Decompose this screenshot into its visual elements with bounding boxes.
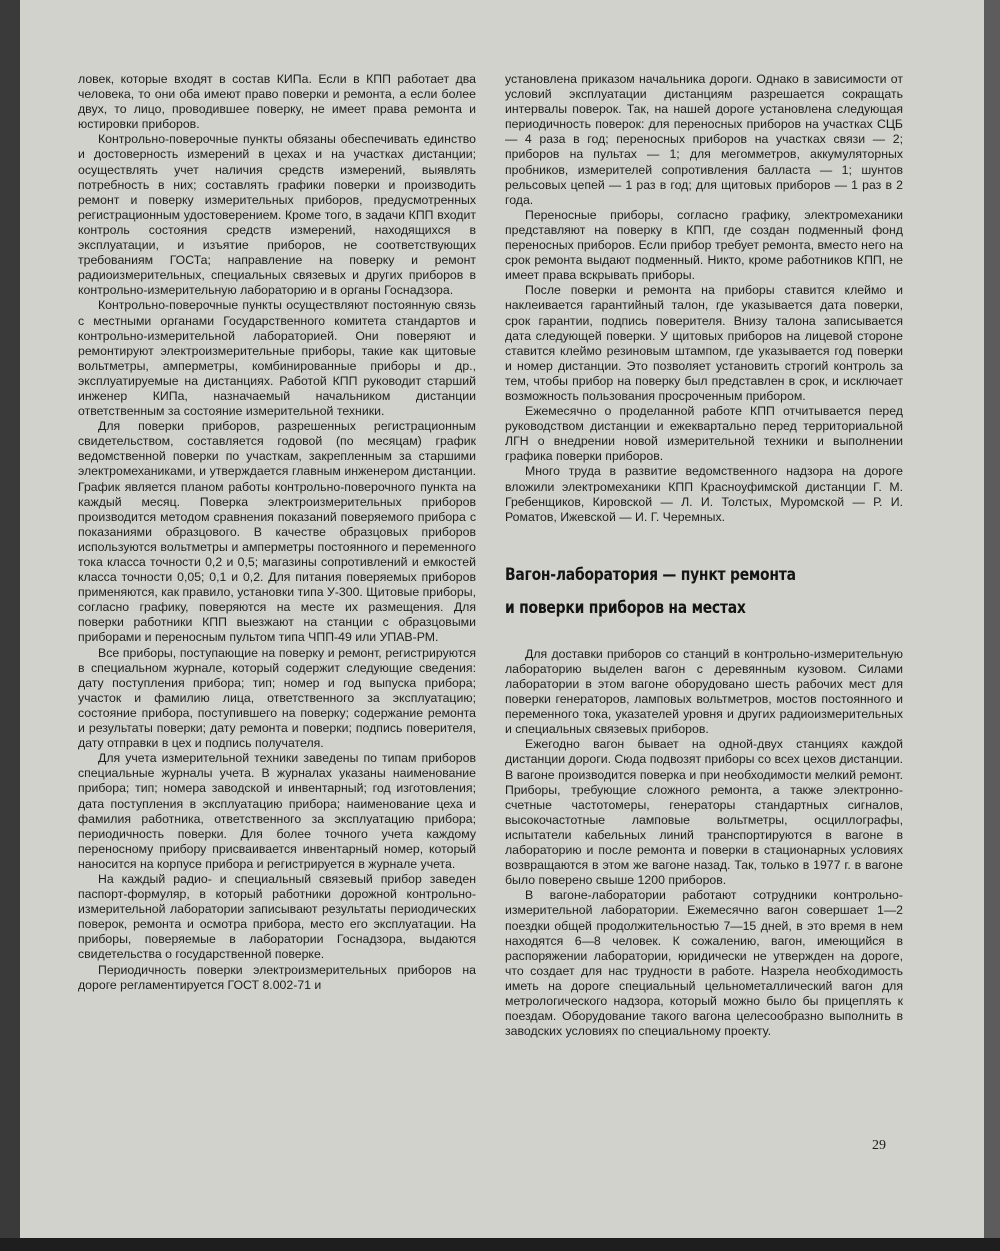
paragraph: Для доставки приборов со станций в контрольно-измерительную лабораторию выделен вагон с деревянным кузовом. Силами лаборатории в этом вагоне оборудовано шесть рабочих мест для поверки генераторов, ламповых вольтметров, мостов постоянного и переменного тока, указателей уровня и других радиоизмерительных и специальных связевых приборов. (505, 646, 903, 737)
paragraph: После поверки и ремонта на приборы ставится клеймо и наклеивается гарантийный талон, где указывается дата поверки, срок гарантии, подпись поверителя. Внизу талона записывается дата следующей поверки. У щитовых приборов на лицевой стороне ставится клеймо резиновым штампом, где указывается год поверки и номер дистанции. Это позволяет установить строгий контроль за тем, чтобы прибор на поверку был представлен в срок, и исключает возможность пользования просроченным прибором. (505, 283, 903, 403)
paragraph: Все приборы, поступающие на поверку и ремонт, регистрируются в специальном журнале, который содержит следующие сведения: дату поступления прибора; тип; номер и год выпуска прибора; участок и фамилию лица, ответственного за эксплуатацию; состояние прибора, поступившего на поверку; содержание ремонта и результаты поверки; дату ремонта и поверки; подпись поверителя, дату отправки в цех и подпись получателя. (78, 645, 476, 751)
scan-edge-bottom (0, 1238, 1000, 1251)
paragraph: Ежегодно вагон бывает на одной-двух станциях каждой дистанции дороги. Сюда подвозят приборы со всех цехов дистанции. В вагоне производится поверка и при необходимости мелкий ремонт. Приборы, требующие сложного ремонта, а также электронно-счетные частотомеры, генераторы стандартных сигналов, высокочастотные ламповые вольтметры, осциллографы, испытатели кабельных линий транспортируются в вагоне в лабораторию и после ремонта и поверки в стационарных условиях возвращаются в этом же вагоне назад. Так, только в 1977 г. в вагоне было поверено свыше 1200 приборов. (505, 737, 903, 888)
scan-edge-right (984, 0, 1000, 1251)
left-column (78, 72, 476, 993)
paragraph: Контрольно-поверочные пункты осуществляют постоянную связь с местными органами Государственного комитета стандартов и контрольно-измерительной лабораторией. Они поверяют и ремонтируют электроизмерительные приборы, такие как щитовые вольтметры, амперметры, комбинированные приборы и др., эксплуатируемые на дистанциях. Работой КПП руководит старший инженер КИПа, назначаемый начальником дистанции ответственным за состояние измерительной техники. (78, 298, 476, 419)
page-number: 29 (872, 1138, 886, 1153)
section-heading-line: и поверки приборов на местах (505, 597, 746, 618)
paragraph: На каждый радио- и специальный связевый прибор заведен паспорт-формуляр, в который работники дорожной контрольно-измерительной лаборатории записывают результаты периодических поверок, ремонта и осмотра прибора, место его эксплуатации. На приборы, поверяемые в лаборатории Госнадзора, выдаются свидетельства о государственной поверке. (78, 871, 476, 962)
paragraph: Для учета измерительной техники заведены по типам приборов специальные журналы учета. В журналах указаны наименование прибора; тип; номера заводской и инвентарный; год изготовления; дата поступления в эксплуатацию прибора; наименование цеха и фамилия работника, ответственного за эксплуатацию прибора; периодичность поверки. Для более точного учета каждому переносному прибору присваивается инвентарный номер, который наносится на корпусе прибора и регистрируется в журнале учета. (78, 751, 476, 871)
paragraph: Периодичность поверки электроизмерительных приборов на дороге регламентируется ГОСТ 8.002-71 и (78, 962, 476, 992)
paragraph: Переносные приборы, согласно графику, электромеханики представляют на поверку в КПП, где создан подменный фонд переносных приборов. Если прибор требует ремонта, вместо него на срок ремонта выдают подменный. Никто, кроме работников КПП, не имеет права вскрывать приборы. (505, 207, 903, 283)
paragraph: В вагоне-лаборатории работают сотрудники контрольно-измерительной лаборатории. Ежемесячно вагон совершает 1—2 поездки общей продолжительностью 7—15 дней, в это время в нем находятся 6—8 человек. К сожалению, вагон, имеющийся в распоряжении лаборатории, юридически не утвержден на дороге, что создает для нас трудности в работе. Назрела необходимость иметь на дороге специальный цельнометаллический вагон для метрологического надзора, который можно было бы прицеплять к поездам. Оборудование такого вагона целесообразно выполнить в заводских условиях по специальному проекту. (505, 888, 903, 1039)
paragraph: Ежемесячно о проделанной работе КПП отчитывается перед руководством дистанции и ежеквартально перед территориальной ЛГН о внедрении новой измерительной техники и выполнении графика поверки приборов. (505, 404, 903, 464)
journal-page (20, 0, 984, 1238)
paragraph: установлена приказом начальника дороги. Однако в зависимости от условий эксплуатации дистанциям разрешается сокращать интервалы поверок. Так, на нашей дороге установлена следующая периодичность поверок: для переносных приборов на участках СЦБ — 4 раза в год; переносных приборов на участках связи — 2; приборов на пультах — 1; для мегомметров, аккумуляторных пробников, измерителей сопротивления балласта — 1; шунтов рельсовых цепей — 1 раз в год; для щитовых приборов — 1 раз в 2 года. (505, 72, 903, 207)
section-heading-line: Вагон-лаборатория — пункт ремонта (505, 564, 796, 585)
right-column (505, 72, 903, 1039)
paragraph: ловек, которые входят в состав КИПа. Если в КПП работает два человека, то они оба имеют право поверки и ремонта, а если более двух, то лицо, проводившее поверку, не имеет права ремонта и юстировки приборов. (78, 72, 476, 132)
paragraph: Для поверки приборов, разрешенных регистрационным свидетельством, составляется годовой (по месяцам) график ведомственной поверки по участкам, закрепленным за старшими электромеханиками, и утверждается главным инженером дистанции. График является планом работы контрольно-поверочного пункта на каждый месяц. Поверка электроизмерительных приборов производится методом сравнения показаний поверяемого прибора с показаниями образцового. В качестве образцовых приборов используются вольтметры и амперметры постоянного и переменного тока класса точности 0,2 и 0,5; магазины сопротивлений и емкостей класса точности 0,05; 0,1 и 0,2. Для питания поверяемых приборов применяются, как правило, установки типа У-300. Щитовые приборы, согласно графику, поверяются на месте их размещения. Для поверки работники КПП выезжают на станции с образцовыми приборами и переносным пультом типа ЧПП-49 или УПАВ-РМ. (78, 419, 476, 645)
paragraph: Контрольно-поверочные пункты обязаны обеспечивать единство и достоверность измерений в цехах и на участках дистанции; осуществлять учет наличия средств измерений, выявлять потребность в них; составлять графики поверки и производить ремонт и поверку измерительных приборов, предусмотренных регистрационным удостоверением. Кроме того, в задачи КПП входит контроль состояния средств измерений, находящихся в эксплуатации, и изъятие приборов, не соответствующих требованиям ГОСТа; направление на поверку и ремонт радиоизмерительных, специальных связевых и других приборов в контрольно-измерительную лабораторию и в органы Госнадзора. (78, 132, 476, 298)
section-heading (505, 559, 831, 625)
paragraph: Много труда в развитие ведомственного надзора на дороге вложили электромеханики КПП Красноуфимской дистанции Г. М. Гребенщиков, Кировской — Л. И. Толстых, Муромской — Р. И. Роматов, Ижевской — И. Г. Черемных. (505, 464, 903, 524)
